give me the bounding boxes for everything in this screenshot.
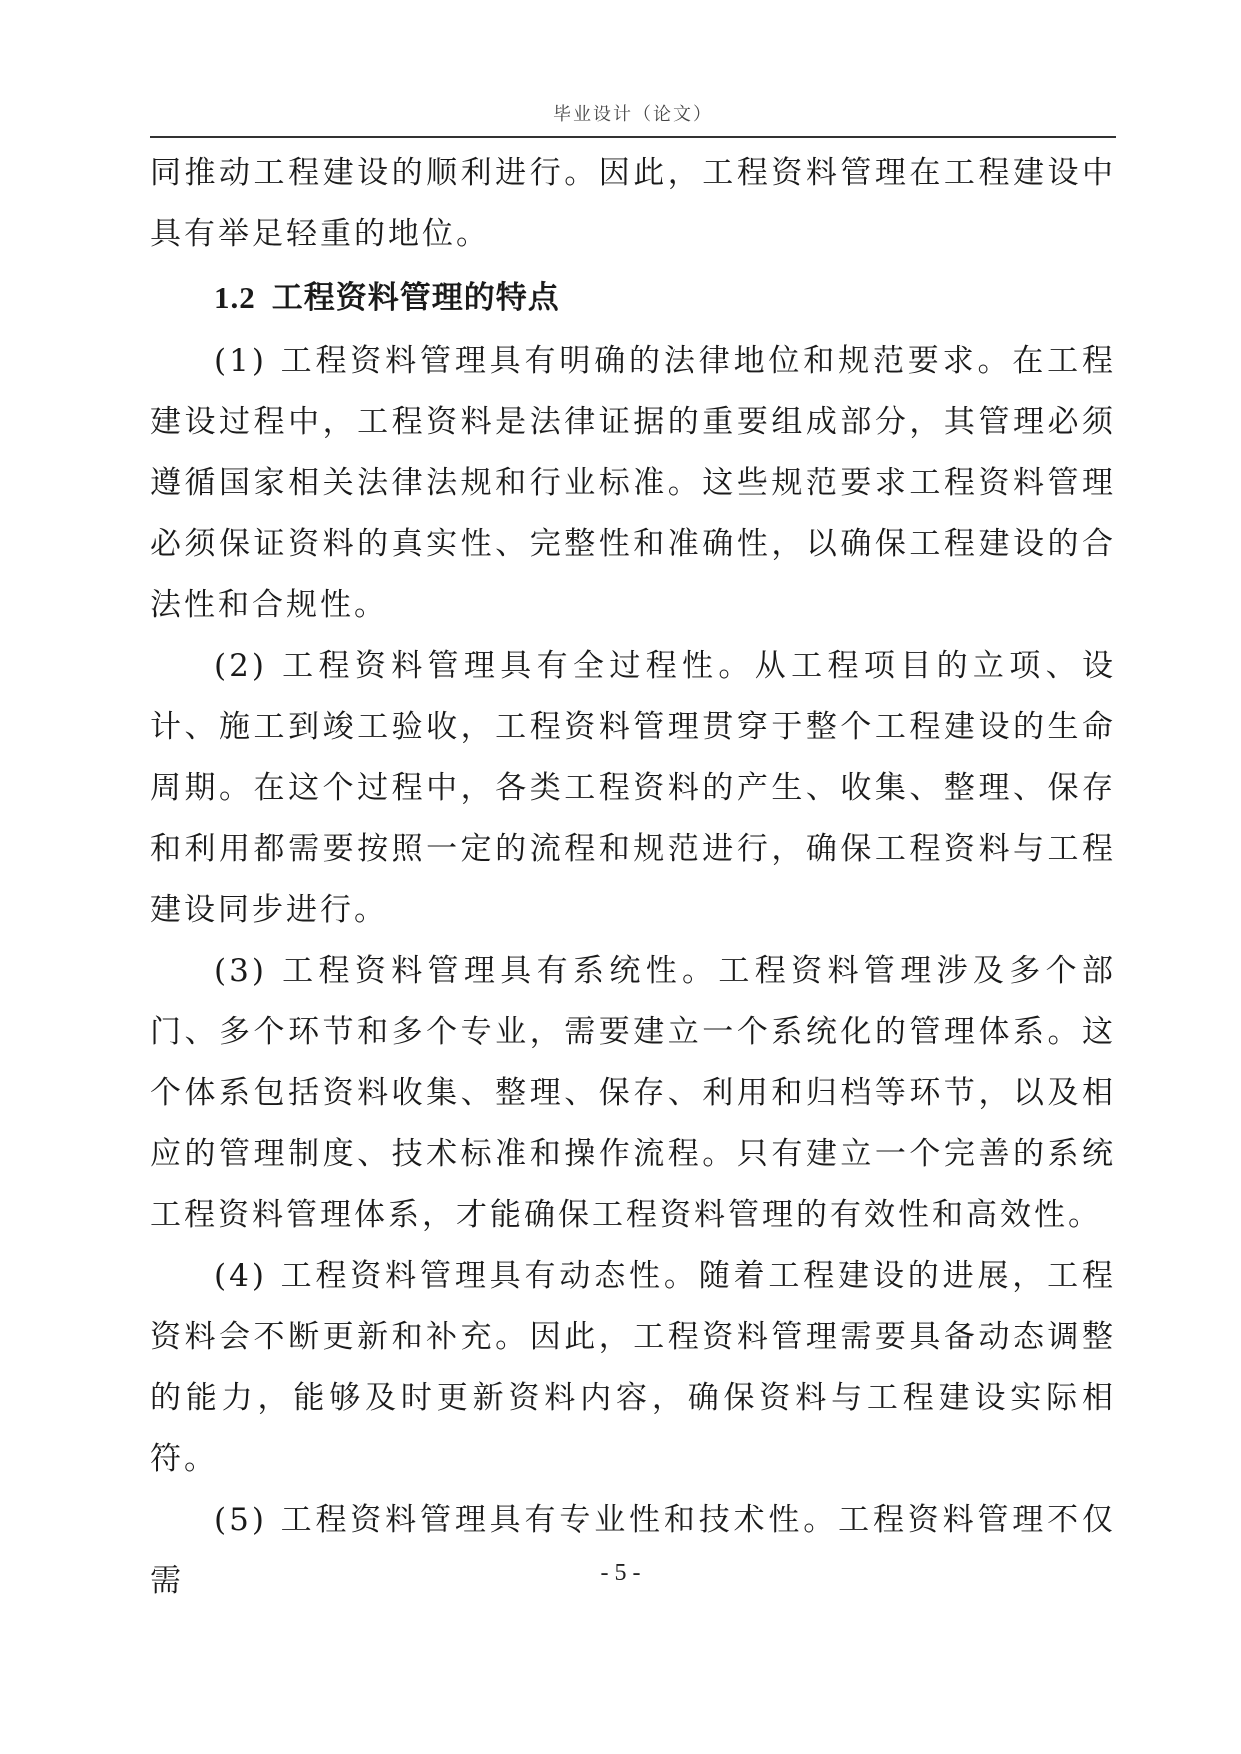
continuation-paragraph: 同推动工程建设的顺利进行。因此，工程资料管理在工程建设中具有举足轻重的地位。 (150, 155, 1116, 252)
header-title: 毕业设计（论文） (553, 104, 713, 125)
paragraph-4: (4) 工程资料管理具有动态性。随着工程建设的进展，工程资料会不断更新和补充。因此，工程资料管理需要具备动态调整的能力，能够及时更新资料内容，确保资料与工程建设实际相符。 (150, 1258, 1116, 1477)
paragraph-2: (2) 工程资料管理具有全过程性。从工程项目的立项、设计、施工到竣工验收，工程资料管理贯穿于整个工程建设的生命周期。在这个过程中，各类工程资料的产生、收集、整理、保存和利用都需要按照一定的流程和规范进行，确保工程资料与工程建设同步进行。 (150, 648, 1116, 928)
paragraph-1: (1) 工程资料管理具有明确的法律地位和规范要求。在工程建设过程中，工程资料是法律证据的重要组成部分，其管理必须遵循国家相关法律法规和行业标准。这些规范要求工程资料管理必须保证资料的真实性、完整性和准确性，以确保工程建设的合法性和合规性。 (150, 343, 1116, 623)
paragraph-5: (5) 工程资料管理具有专业性和技术性。工程资料管理不仅需 (150, 1502, 1116, 1599)
section-number: 1.2 (214, 280, 256, 315)
section-title: 工程资料管理的特点 (271, 280, 560, 316)
page-header (150, 100, 1116, 138)
paragraph-3: (3) 工程资料管理具有系统性。工程资料管理涉及多个部门、多个环节和多个专业，需要建立一个系统化的管理体系。这个体系包括资料收集、整理、保存、利用和归档等环节，以及相应的管理制度、技术标准和操作流程。只有建立一个完善的系统工程资料管理体系，才能确保工程资料管理的有效性和高效性。 (150, 953, 1116, 1233)
page-body (150, 143, 1116, 1612)
page-number: - 5 - (600, 1560, 641, 1586)
section-heading (150, 265, 1116, 331)
